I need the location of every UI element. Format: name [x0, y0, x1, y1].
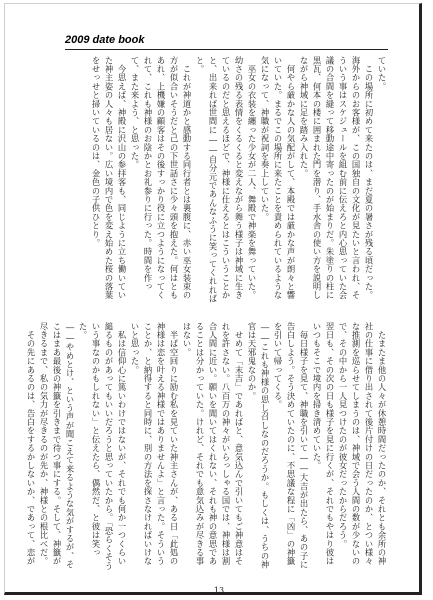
paragraph: 何やら厳かな人の気配がして、本殿では厳かな声が朗々と響いていた。まるでこの場所に来たことを責められているような気になって、神職が祝詞を奏上していた。 — [260, 56, 296, 300]
running-header: 2009 date book — [65, 34, 145, 46]
paragraph: せめて「末吉」であればと、意気込んで引いてもご神意はそれを許さない。八百万の神々がいらっしゃる国では、神様は割合人間に近い。願いを聞いてはくれない、それも神の意思であることは分かっていた。けれど、それでも意気込みが尽きる事はない。 — [182, 322, 244, 566]
page-number: 13 — [213, 586, 225, 595]
document-page — [4, 3, 422, 595]
paragraph: 翌日も、その次の日も様子を見に行くが、それでもやはり彼はいつもそこで境内を掃き清めていた。 — [312, 322, 335, 566]
paragraph: 巫女の衣装を纏った少女が二人、舞殿で神楽を舞っていた。幼さの残る表情をくるくると変えながら舞う様子は神域に生きているのだと思えるほどで、神様に仕えるとはこういうことかと、出来れば世間に――自分元であんなふうに笑ってくれればと。 — [195, 56, 257, 303]
paragraph: その先にあるのは、告白をするかしないか、であって、恋が — [26, 322, 36, 566]
paragraph: 海外からのお客様が、この国独自の文化が見たいと言われ、そういう事はスケジュールを組む前に伝えろと内心思っていた会議の合間を縫って移動途中寄ったのが始まりだ。朱塗りの柱に黒瓦、何本の楼に囲まれた門を潜り、手水舎の使い方を説明しながら神域に足を踏み入れた。 — [299, 56, 361, 300]
paragraph: これが神道かと感動する同行者とは裏腹に、赤い巫女装束の方が似合いそうだと己の下世話さに少々頭を抱えた。何はともあれ、上機嫌の顧客はその後すっかり役に立つようになってくれて、これも神様のお陰かとお礼参りに行った。時間を作って、また来よう、と思った。 — [130, 56, 192, 300]
paragraph: 今思えば、神殿に沢山の参拝客も、同じように立ち働いていた神主姿の人々も居ない。広い境内で色を変え始めた桜の落葉をせっせと掃いているのは、金色の子供ひとり。 — [91, 56, 127, 300]
paragraph: ――これも神様の思し召しなのだろうか。もしくは、うちの神官は天邪鬼なのか。 — [247, 322, 270, 569]
paragraph: この場所に初めて来たのは、まだ夏の暑さが残る頃だった。 — [364, 56, 374, 300]
header-rule — [65, 49, 388, 50]
paragraph: 私は信仰心に篤いわけではないが、それでも何か一つくらい縋るものがあってもいいだろうと思っていたから。「恐らくそういう事なのかもしれない」と伝えたら、偶然だ、と彼は笑った。 — [78, 322, 127, 571]
body-text-top-tier — [65, 56, 388, 306]
paragraph: たまたま他の人々が休憩時間だったのか、それとも余所の神社の仕事に借り出されて後片付けの日だったのか、とつい様々な推測を巡らせてしまうのは、神域で会う人間の数が少ないので、その中から一人見つけたのが彼女だったからだろう。 — [338, 322, 387, 566]
paragraph: ていた。 — [377, 56, 387, 91]
paragraph: 半ば空回りに励む私を見ていた神主さんが、ある日「此処の神様は恋を叶える神様ではありませんよ」と言った。そういうことか、と納得すると同時に、別の方法を探さなければいけないと思った。 — [130, 322, 179, 566]
paragraph: ――やめとけ、という声が聞こえて来るような気がするが、そこはまあ最後の神籤を引きまで待つ事にする。そして、神籤が尽きるまで、私の気力が尽きるのが先か、神様との根比べだ。 — [39, 322, 75, 569]
body-text-bottom-tier — [26, 322, 388, 574]
paragraph: 毎日様子を見て、神職を引いて――大吉が出たら、あの子に告白しよう。そう決めていたのに、不思議な程に「凶」の神籤を引いて帰ってくる。 — [273, 322, 309, 569]
